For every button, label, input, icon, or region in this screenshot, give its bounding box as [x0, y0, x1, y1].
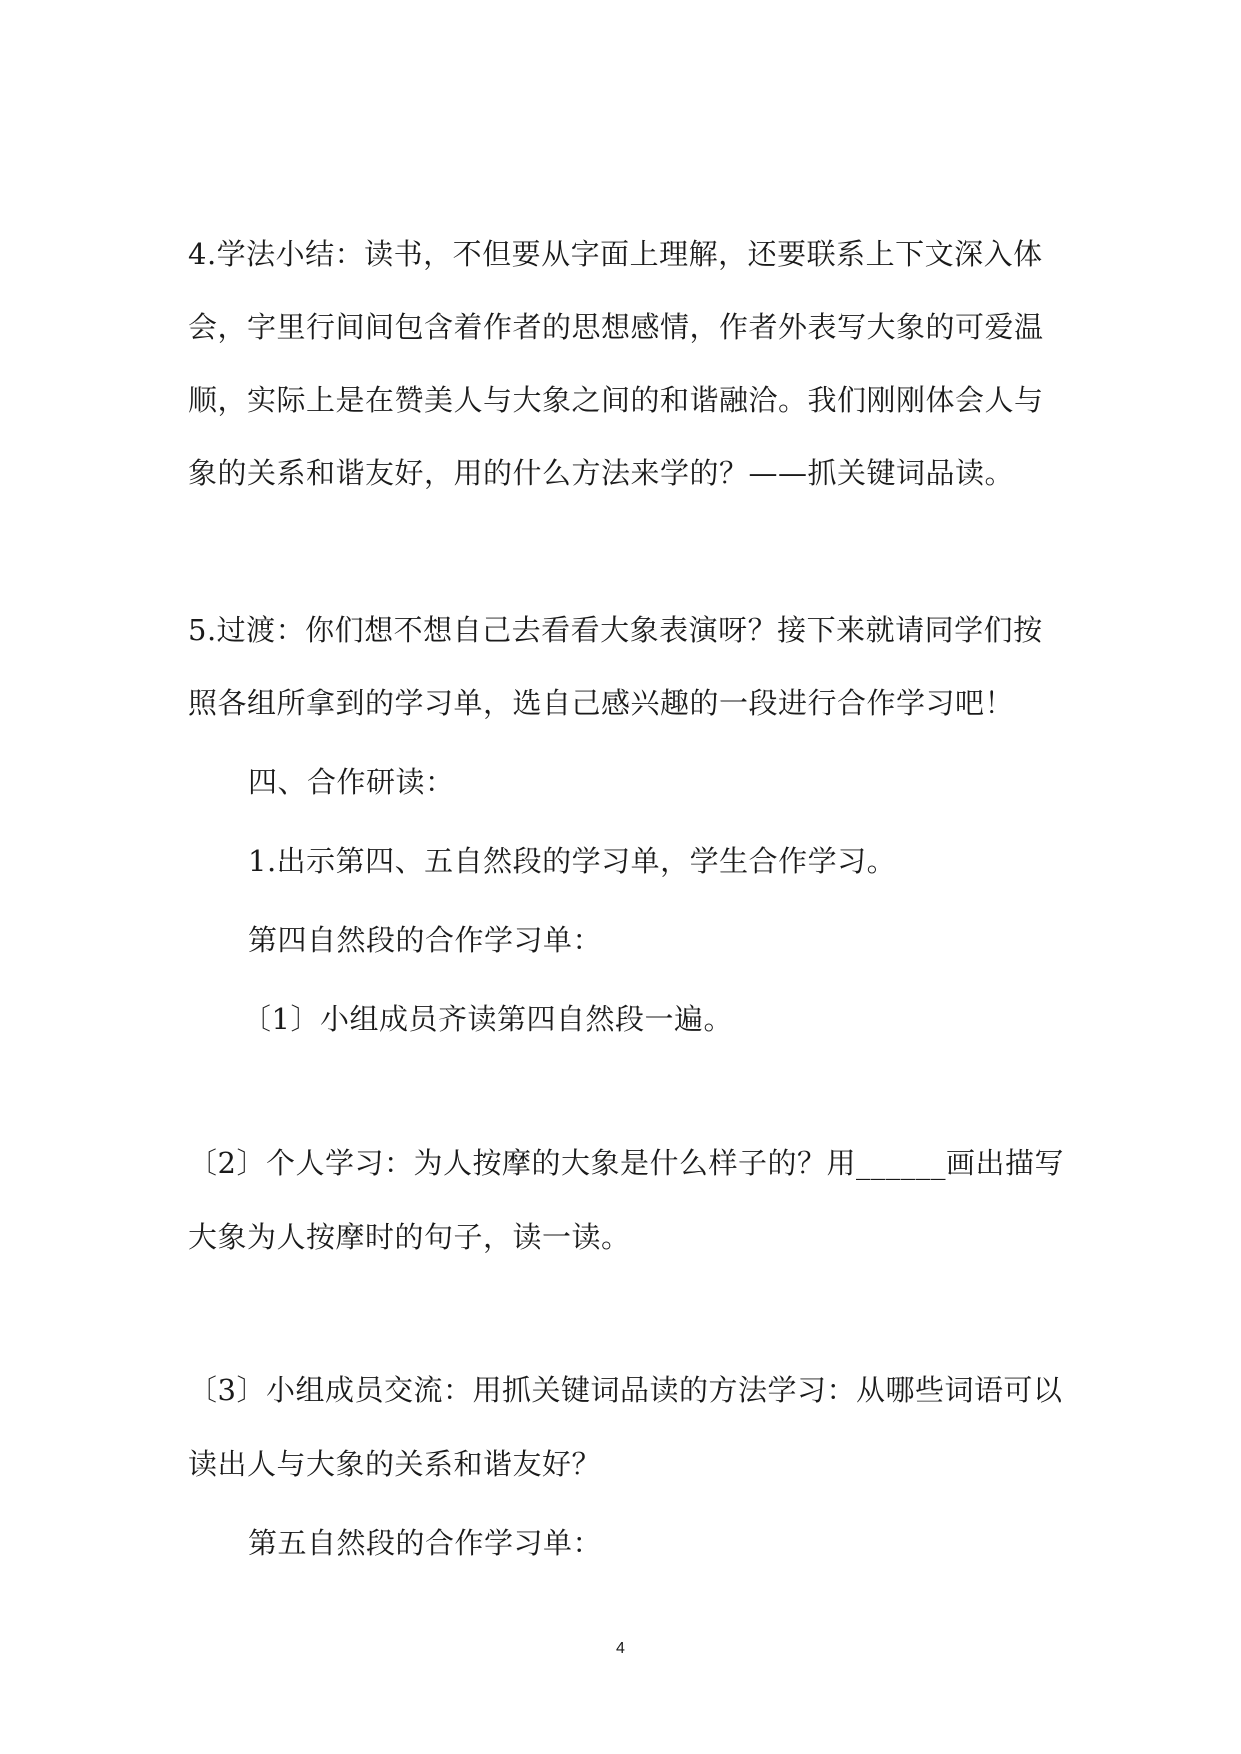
paragraph-line-1: 4.学法小结：读书，不但要从字面上理解，还要联系上下文深入体 [188, 237, 1043, 271]
worksheet-heading-5: 第五自然段的合作学习单： [248, 1526, 603, 1560]
worksheet-item-2-line-1: 〔2〕个人学习：为人按摩的大象是什么样子的？用______画出描写 [188, 1146, 1064, 1180]
page-number: 4 [616, 1640, 625, 1657]
worksheet-heading-4: 第四自然段的合作学习单： [248, 923, 603, 957]
worksheet-item-1: 〔1〕小组成员齐读第四自然段一遍。 [242, 1002, 733, 1036]
paragraph-line-3: 顺，实际上是在赞美人与大象之间的和谐融洽。我们刚刚体会人与 [188, 383, 1044, 417]
paragraph-line-8: 1.出示第四、五自然段的学习单，学生合作学习。 [248, 844, 897, 878]
paragraph-line-5: 5.过渡：你们想不想自己去看看大象表演呀？接下来就请同学们按 [188, 613, 1043, 647]
worksheet-item-3-line-1: 〔3〕小组成员交流：用抓关键词品读的方法学习：从哪些词语可以 [188, 1373, 1063, 1407]
paragraph-line-4: 象的关系和谐友好，用的什么方法来学的？——抓关键词品读。 [188, 456, 1015, 490]
worksheet-item-2-line-2: 大象为人按摩时的句子，读一读。 [188, 1220, 631, 1254]
paragraph-line-2: 会，字里行间间包含着作者的思想感情，作者外表写大象的可爱温 [188, 310, 1044, 344]
section-heading: 四、合作研读： [248, 765, 455, 799]
worksheet-item-3-line-2: 读出人与大象的关系和谐友好？ [188, 1447, 602, 1481]
paragraph-line-6: 照各组所拿到的学习单，选自己感兴趣的一段进行合作学习吧！ [188, 686, 1015, 720]
